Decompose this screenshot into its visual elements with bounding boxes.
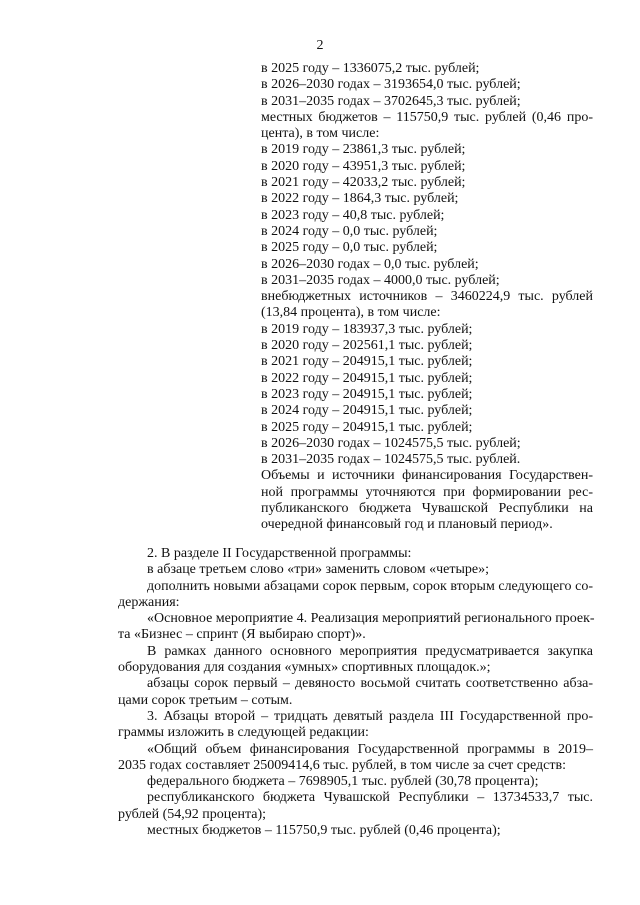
column-line: в 2020 году – 43951,3 тыс. рублей; (261, 158, 466, 174)
paragraph-section-3-line: граммы изложить в следующей редакции: (118, 725, 369, 741)
column-line: Объемы и источники финансирования Государствен- (261, 468, 593, 484)
column-line: в 2031–2035 годах – 4000,0 тыс. рублей; (261, 272, 500, 288)
paragraph-section-2: 2. В разделе II Государственной программы: (147, 546, 412, 561)
column-line: в 2026–2030 годах – 0,0 тыс. рублей; (261, 256, 479, 272)
page-number: 2 (316, 38, 324, 53)
paragraph-add-line: дополнить новыми абзацами сорок первым, сорок вторым следующего со- (147, 578, 593, 594)
column-line: в 2022 году – 204915,1 тыс. рублей; (261, 370, 473, 386)
paragraph-main-event-line: та «Бизнес – спринт (Я выбираю спорт)». (118, 627, 366, 643)
financing-column (261, 61, 593, 534)
paragraph-add-line: держания: (118, 594, 180, 610)
column-line: в 2023 году – 204915,1 тыс. рублей; (261, 386, 473, 402)
paragraph-amendment: в абзаце третьем слово «три» заменить словом «четыре»; (147, 562, 489, 578)
column-line: очередной финансовый год и плановый период». (261, 517, 553, 533)
column-line: в 2025 году – 204915,1 тыс. рублей; (261, 419, 473, 435)
column-line: в 2021 году – 204915,1 тыс. рублей; (261, 354, 473, 370)
column-line: в 2019 году – 183937,3 тыс. рублей; (261, 321, 473, 337)
column-line: в 2024 году – 204915,1 тыс. рублей; (261, 403, 473, 419)
paragraph-procurement-line: В рамках данного основного мероприятия предусматривается закупка (147, 643, 593, 659)
column-line: в 2023 году – 40,8 тыс. рублей; (261, 207, 445, 223)
column-line: (13,84 процента), в том числе: (261, 305, 441, 321)
column-line: местных бюджетов – 115750,9 тыс. рублей (0,46 про- (261, 109, 593, 125)
paragraph-renumber-line: абзацы сорок первый – девяносто восьмой считать соответственно абза- (147, 676, 593, 692)
column-line: ной программы уточняются при формировании рес- (261, 484, 593, 500)
document-body (118, 546, 593, 839)
column-line: в 2020 году – 202561,1 тыс. рублей; (261, 338, 473, 354)
paragraph-federal: федерального бюджета – 7698905,1 тыс. рублей (30,78 процента); (147, 774, 539, 790)
paragraph-total-line: 2035 годах составляет 25009414,6 тыс. рублей, в том числе за счет средств: (118, 757, 566, 773)
column-line: в 2026–2030 годах – 1024575,5 тыс. рублей; (261, 435, 521, 451)
paragraph-republican-line: рублей (54,92 процента); (118, 806, 267, 822)
column-line: внебюджетных источников – 3460224,9 тыс. рублей (261, 289, 593, 305)
column-line: в 2026–2030 годах – 3193654,0 тыс. рублей; (261, 77, 521, 93)
column-line: в 2025 году – 0,0 тыс. рублей; (261, 240, 438, 256)
paragraph-republican-line: республиканского бюджета Чувашской Республики – 13734533,7 тыс. (147, 790, 593, 806)
column-line: публиканского бюджета Чувашской Республики на (261, 501, 593, 517)
paragraph-local: местных бюджетов – 115750,9 тыс. рублей (0,46 процента); (147, 823, 501, 839)
column-line: в 2021 году – 42033,2 тыс. рублей; (261, 175, 466, 191)
column-line: в 2025 году – 1336075,2 тыс. рублей; (261, 61, 480, 76)
column-line: в 2031–2035 годах – 1024575,5 тыс. рублей. (261, 452, 521, 468)
column-line: цента), в том числе: (261, 126, 380, 142)
paragraph-section-3-line: 3. Абзацы второй – тридцать девятый раздела III Государственной про- (147, 708, 593, 724)
paragraph-total-line: «Общий объем финансирования Государственной программы в 2019– (147, 741, 593, 757)
paragraph-renumber-line: цами сорок третьим – сотым. (118, 692, 293, 708)
paragraph-main-event-line: «Основное мероприятие 4. Реализация мероприятий регионального проек- (147, 611, 595, 627)
column-line: в 2019 году – 23861,3 тыс. рублей; (261, 142, 466, 158)
paragraph-procurement-line: оборудования для создания «умных» спортивных площадок.»; (118, 660, 491, 676)
column-line: в 2024 году – 0,0 тыс. рублей; (261, 223, 438, 239)
column-line: в 2031–2035 годах – 3702645,3 тыс. рублей; (261, 93, 521, 109)
column-line: в 2022 году – 1864,3 тыс. рублей; (261, 191, 459, 207)
